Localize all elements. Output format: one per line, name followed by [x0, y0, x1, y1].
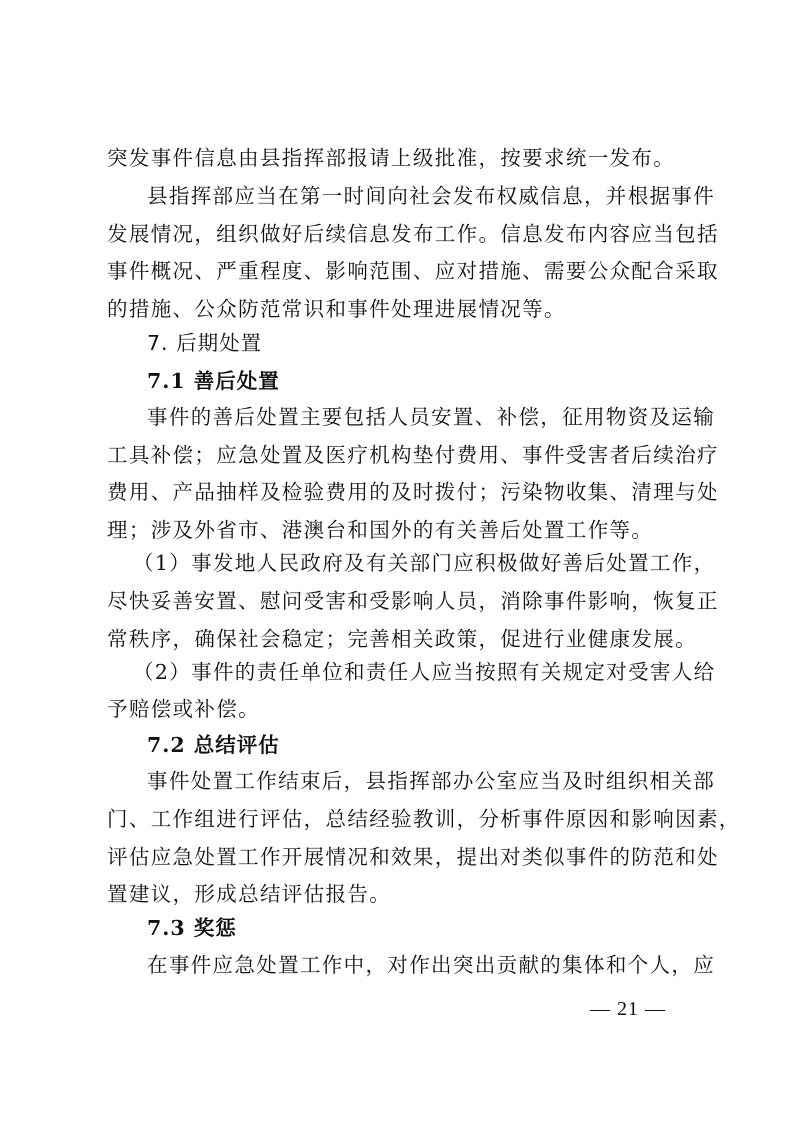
body-line: 门、工作组进行评估，总结经验教训，分析事件原因和影响因素，	[107, 807, 741, 831]
body-line: 事件概况、严重程度、影响范围、应对措施、需要公众配合采取	[107, 259, 719, 283]
body-line: 评估应急处置工作开展情况和效果，提出对类似事件的防范和处	[107, 845, 719, 869]
section-heading-7-2: 7.2 总结评估	[147, 733, 280, 757]
body-line: 工具补偿；应急处置及医疗机构垫付费用、事件受害者后续治疗	[107, 443, 719, 467]
body-line: （2）事件的责任单位和责任人应当按照有关规定对受害人给	[133, 660, 716, 684]
section-heading-7-3: 7.3 奖惩	[147, 916, 237, 940]
body-line: 在事件应急处置工作中，对作出突出贡献的集体和个人，应	[147, 953, 716, 977]
section-heading-7: 7. 后期处置	[147, 331, 263, 355]
body-line: 事件的善后处置主要包括人员安置、补偿，征用物资及运输	[147, 405, 716, 429]
body-line: 予赔偿或补偿。	[107, 697, 260, 721]
section-heading-7-1: 7.1 善后处置	[147, 369, 280, 393]
body-line: 的措施、公众防范常识和事件处理进展情况等。	[107, 297, 566, 321]
body-line: 县指挥部应当在第一时间向社会发布权威信息，并根据事件	[147, 184, 716, 208]
body-line: 理；涉及外省市、港澳台和国外的有关善后处置工作等。	[107, 518, 654, 542]
body-line: 突发事件信息由县指挥部报请上级批准，按要求统一发布。	[107, 146, 676, 170]
body-line: 置建议，形成总结评估报告。	[107, 882, 392, 906]
body-line: 事件处置工作结束后，县指挥部办公室应当及时组织相关部	[147, 769, 716, 793]
body-line: 常秩序，确保社会稳定；完善相关政策，促进行业健康发展。	[107, 627, 697, 651]
body-line: （1）事发地人民政府及有关部门应积极做好善后处置工作，	[133, 551, 716, 575]
page-number: — 21 —	[590, 998, 666, 1020]
body-line: 费用、产品抽样及检验费用的及时拨付；污染物收集、清理与处	[107, 480, 719, 504]
body-line: 尽快妥善安置、慰问受害和受影响人员，消除事件影响，恢复正	[107, 589, 719, 613]
body-line: 发展情况，组织做好后续信息发布工作。信息发布内容应当包括	[107, 222, 719, 246]
